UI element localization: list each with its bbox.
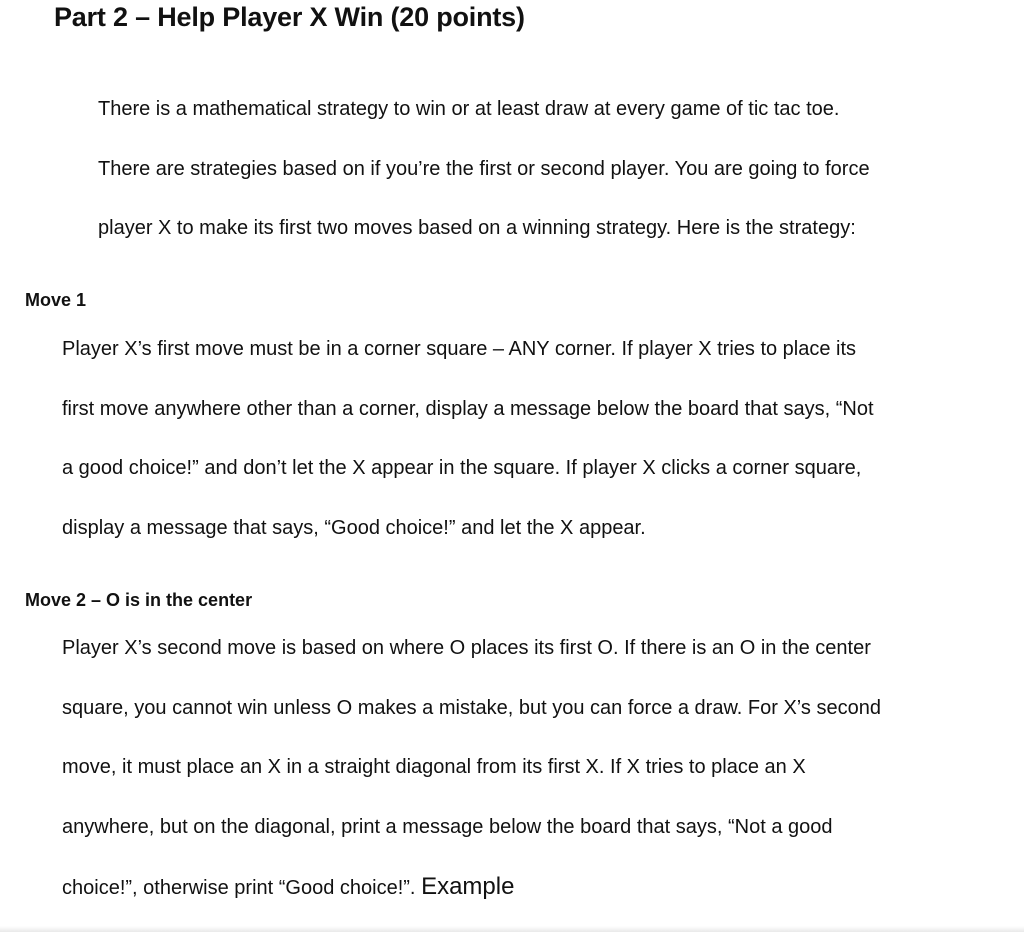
move1-heading: Move 1 xyxy=(25,290,87,310)
move1-line: first move anywhere other than a corner, display a message below the board that says, “Not xyxy=(62,397,874,420)
move2-line: Player X’s second move is based on where O places its first O. If there is an O in the center xyxy=(62,637,871,659)
move1-line: display a message that says, “Good choice!” and let the X appear. xyxy=(62,516,646,539)
page-title: Part 2 – Help Player X Win (20 points) xyxy=(54,2,525,32)
move2-line: anywhere, but on the diagonal, print a message below the board that says, “Not a good xyxy=(62,815,833,838)
move2-paragraph xyxy=(62,619,881,917)
move2-line: move, it must place an X in a straight diagonal from its first X. If X tries to place an X xyxy=(62,756,806,778)
move1-paragraph xyxy=(62,320,874,558)
intro-line: player X to make its first two moves based on a winning strategy. Here is the strategy: xyxy=(98,217,856,239)
move2-line: square, you cannot win unless O makes a mistake, but you can force a draw. For X’s second xyxy=(62,696,881,719)
move2-last-line xyxy=(62,857,881,917)
move2-heading: Move 2 – O is in the center xyxy=(25,590,253,610)
intro-line: There is a mathematical strategy to win or at least draw at every game of tic tac toe. xyxy=(98,98,840,120)
move2-last-line-text: choice!”, otherwise print “Good choice!”. xyxy=(62,877,416,899)
intro-paragraph xyxy=(98,80,870,259)
move1-line: Player X’s first move must be in a corner square – ANY corner. If player X tries to place its xyxy=(62,338,857,360)
intro-line: There are strategies based on if you’re the first or second player. You are going to force xyxy=(98,157,870,180)
page-bottom-edge xyxy=(0,926,1024,932)
example-label: Example xyxy=(421,873,515,900)
move1-line: a good choice!” and don’t let the X appear in the square. If player X clicks a corner square, xyxy=(62,457,862,479)
